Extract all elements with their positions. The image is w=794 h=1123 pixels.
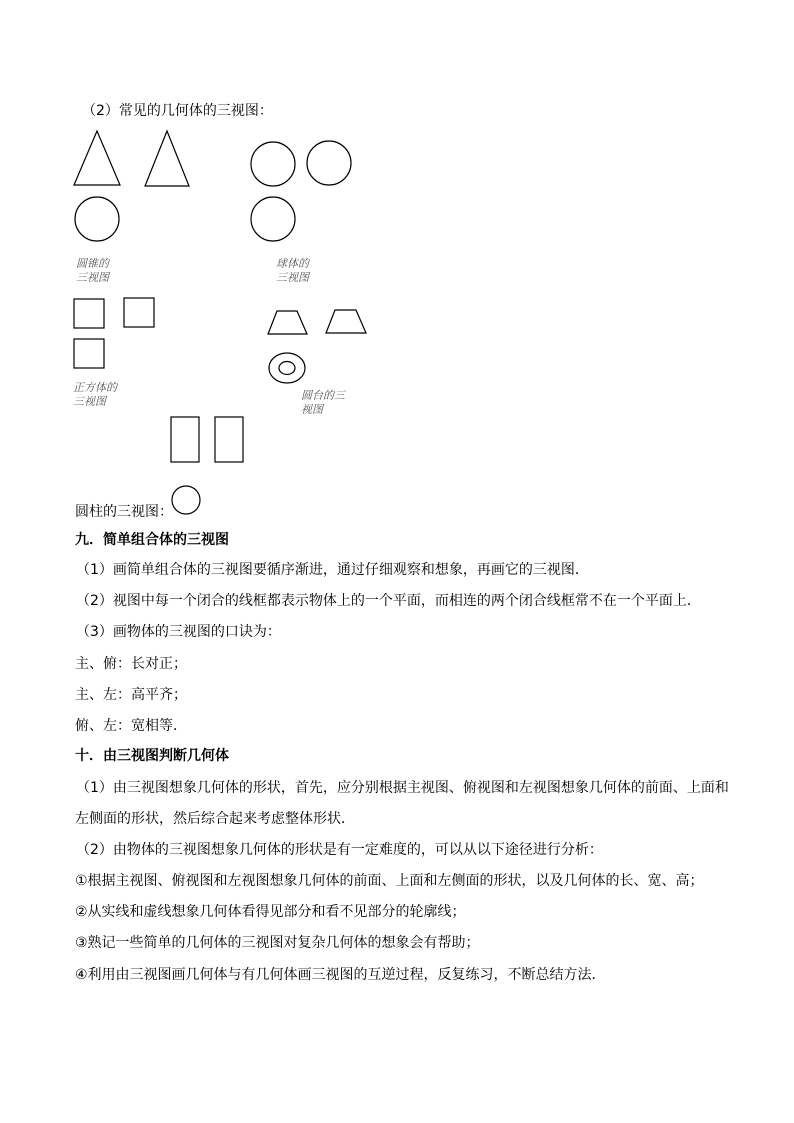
section-10-item: ②从实线和虚线想象几何体看得见部分和看不见部分的轮廓线； (75, 904, 466, 920)
section-10-item: （2）由物体的三视图想象几何体的形状是有一定难度的，可以从以下途径进行分析： (76, 842, 603, 858)
cube-top-view (74, 339, 104, 368)
section-10-item: ①根据主视图、俯视图和左视图想象几何体的前面、上面和左侧面的形状，以及几何体的长、宽、高； (75, 873, 704, 889)
section-9-item: 俯、左：宽相等． (75, 718, 187, 734)
section-10-heading: 十．由三视图判断几何体 (75, 748, 229, 764)
frustum-top-view-outer (269, 353, 305, 383)
section-9-item: （2）视图中每一个闭合的线框都表示物体上的一个平面，而相连的两个闭合线框常不在一个平面上． (76, 593, 701, 609)
cone-front-view (74, 131, 120, 185)
frustum-caption: 圆台的三 视图 (301, 389, 345, 416)
three-view-figures (0, 0, 794, 520)
section-10-item: ④利用由三视图画几何体与有几何体画三视图的互逆过程，反复练习，不断总结方法． (75, 967, 606, 983)
frustum-left-view (326, 310, 366, 333)
frustum-front-view (268, 311, 307, 334)
section-9-item: 主、左：高平齐； (75, 687, 187, 703)
cylinder-caption: 圆柱的三视图： (75, 504, 173, 520)
frustum-top-view-inner (279, 362, 295, 375)
section-10-item: （1）由三视图想象几何体的形状，首先，应分别根据主视图、俯视图和左视图想象几何体的前面、上面和 (76, 780, 729, 796)
section-9-item: 主、俯：长对正； (75, 656, 187, 672)
sphere-caption: 球体的 三视图 (276, 257, 309, 284)
cone-top-view (75, 197, 119, 241)
cylinder-left-view (215, 417, 243, 462)
cone-caption: 圆锥的 三视图 (76, 257, 109, 284)
section-9-item: （1）画简单组合体的三视图要循序渐进，通过仔细观察和想象，再画它的三视图． (76, 562, 589, 578)
cylinder-top-view (172, 486, 200, 514)
figure-title: （2）常见的几何体的三视图： (82, 103, 273, 119)
section-9-item: （3）画物体的三视图的口诀为： (76, 624, 281, 640)
cube-left-view (124, 298, 154, 327)
cube-front-view (74, 299, 104, 328)
sphere-top-view (251, 197, 295, 241)
sphere-front-view (251, 142, 295, 186)
section-9-heading: 九．简单组合体的三视图 (75, 532, 229, 548)
cube-caption: 正方体的 三视图 (73, 381, 117, 408)
cone-left-view (145, 131, 189, 186)
cylinder-front-view (171, 417, 199, 462)
sphere-left-view (307, 141, 351, 185)
section-10-item: 左侧面的形状，然后综合起来考虑整体形状． (75, 811, 355, 827)
section-10-item: ③熟记一些简单的几何体的三视图对复杂几何体的想象会有帮助； (75, 935, 480, 951)
